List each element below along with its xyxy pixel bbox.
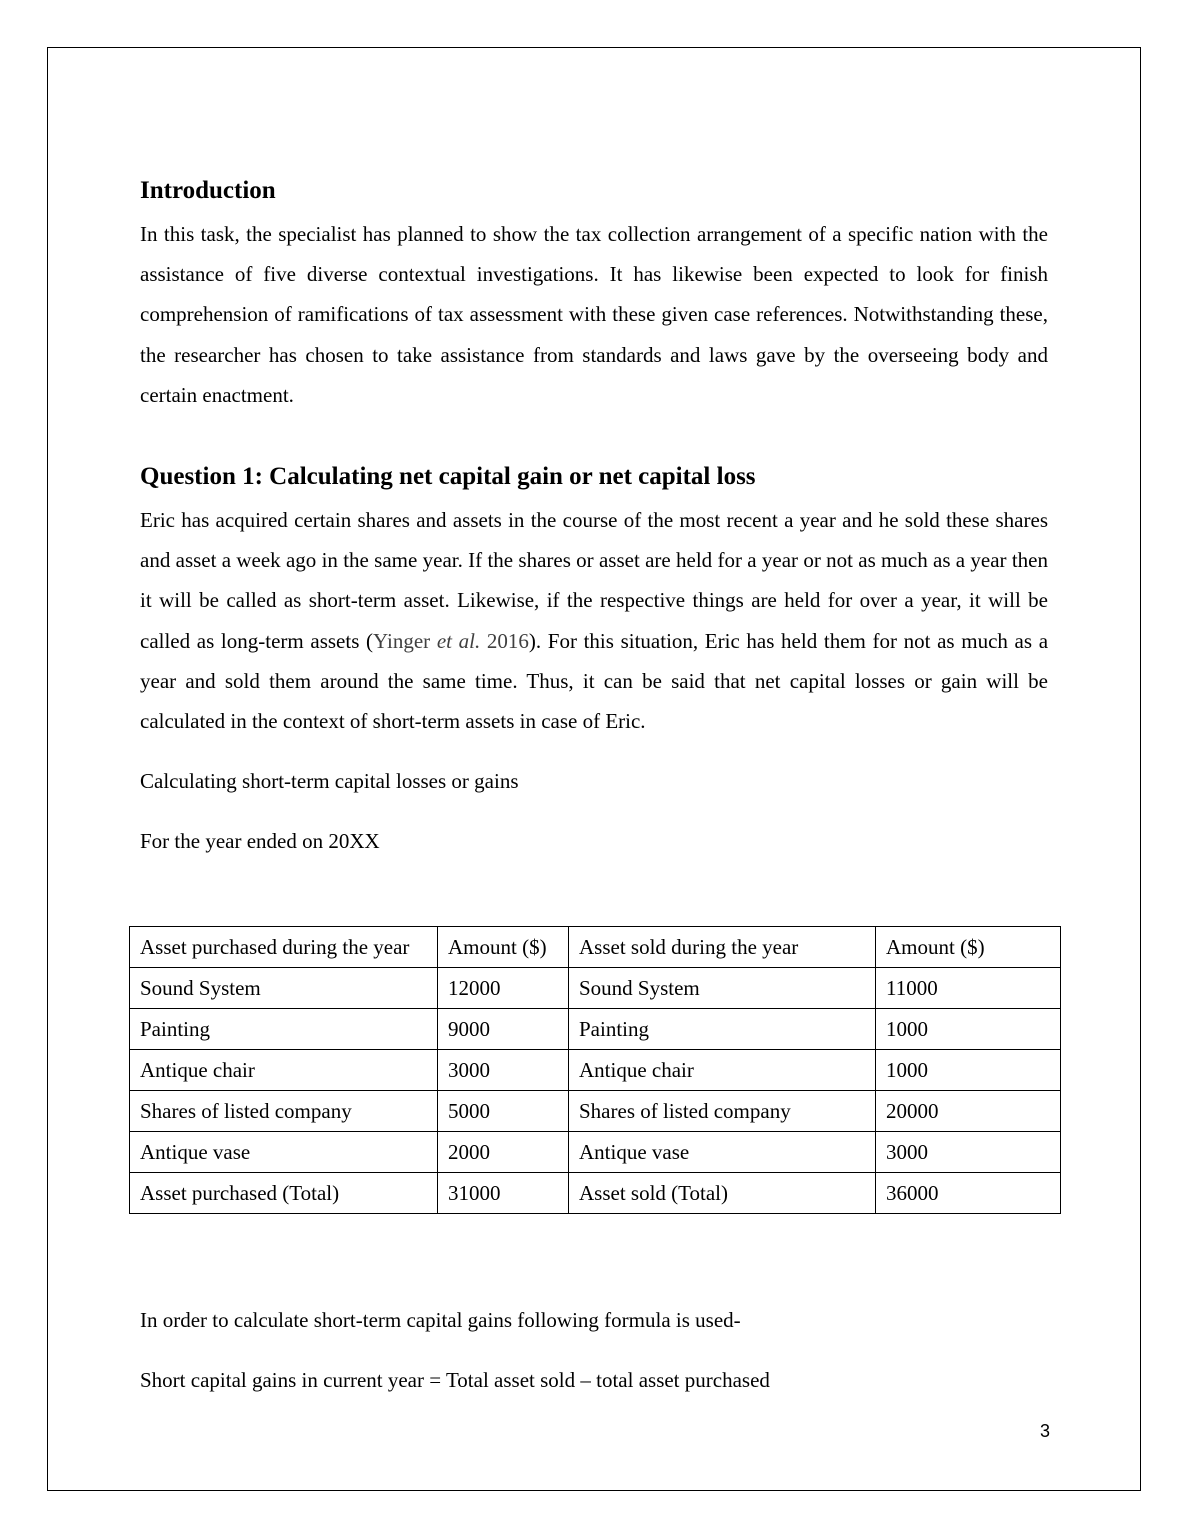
sold-asset-cell: Sound System [569, 968, 876, 1009]
question1-text-before-citation: Eric has acquired certain shares and assets in the course of the most recent a year and he sold these shares and asset a week ago in the same year. If the shares or asset are held for a year or not as much as a year then it will be called as short-term asset. Likewise, if the respective things are held for over a year, it will be called as long-term assets ( [140, 508, 1048, 653]
formula-line: Short capital gains in current year = Total asset sold – total asset purchased [140, 1368, 770, 1393]
sold-amount-cell: 3000 [876, 1132, 1061, 1173]
document-body [140, 170, 1049, 1393]
after-table-section [140, 1300, 1048, 1400]
table-row [130, 1009, 1061, 1050]
table-row [130, 1132, 1061, 1173]
introduction-paragraph: In this task, the specialist has planned to show the tax collection arrangement of a specific nation with the assistance of five diverse contextual investigations. It has likewise been expected to look for finish comprehension of ramifications of tax assessment with these given case references. Notwithstanding these, the researcher has chosen to take assistance from standards and laws gave by the overseeing body and certain enactment. [140, 222, 1048, 407]
purchased-asset-cell: Antique chair [130, 1050, 438, 1091]
introduction-heading: Introduction [140, 177, 276, 204]
purchased-amount-cell: 3000 [438, 1050, 569, 1091]
purchased-amount-cell: 2000 [438, 1132, 569, 1173]
sold-asset-cell: Painting [569, 1009, 876, 1050]
question1-text-after-citation: ). For this situation, Eric has held them for not as much as a year and sold them around the same time. Thus, it can be said that net capital losses or gain will be calculated in the context of short-term assets in case of Eric. [140, 628, 1049, 734]
table-header-row [130, 927, 1061, 968]
sold-amount-cell: 11000 [876, 968, 1061, 1009]
purchased-amount-cell: 12000 [438, 968, 569, 1009]
purchased-asset-cell: Antique vase [130, 1132, 438, 1173]
sold-asset-cell: Shares of listed company [569, 1091, 876, 1132]
header-amount-sold: Amount ($) [876, 927, 1061, 968]
purchased-amount-cell: 9000 [438, 1009, 569, 1050]
question1-paragraph [140, 500, 1048, 741]
table-row [130, 968, 1061, 1009]
citation-author: Yinger [373, 628, 437, 653]
citation-year: 2016 [480, 628, 529, 653]
purchased-asset-cell: Painting [130, 1009, 438, 1050]
year-ended-line: For the year ended on 20XX [140, 829, 380, 854]
sold-amount-cell: 1000 [876, 1009, 1061, 1050]
table-row [130, 1050, 1061, 1091]
purchased-amount-cell: 5000 [438, 1091, 569, 1132]
sold-amount-cell: 1000 [876, 1050, 1061, 1091]
purchased-total-amount: 31000 [438, 1173, 569, 1214]
header-asset-purchased: Asset purchased during the year [130, 927, 438, 968]
purchased-asset-cell: Shares of listed company [130, 1091, 438, 1132]
question1-heading: Question 1: Calculating net capital gain or net capital loss [140, 463, 756, 491]
sold-amount-cell: 20000 [876, 1091, 1061, 1132]
header-asset-sold: Asset sold during the year [569, 927, 876, 968]
sold-total-amount: 36000 [876, 1173, 1061, 1214]
citation-etal: et al. [436, 628, 481, 653]
asset-table [129, 926, 1061, 1214]
page-number: 3 [1040, 1421, 1051, 1441]
purchased-total-label: Asset purchased (Total) [130, 1173, 438, 1214]
sold-asset-cell: Antique vase [569, 1132, 876, 1173]
table-row [130, 1091, 1061, 1132]
table-total-row [130, 1173, 1061, 1214]
sold-total-label: Asset sold (Total) [569, 1173, 876, 1214]
purchased-asset-cell: Sound System [130, 968, 438, 1009]
header-amount-purchased: Amount ($) [438, 927, 569, 968]
formula-intro: In order to calculate short-term capital gains following formula is used- [140, 1308, 741, 1332]
sold-asset-cell: Antique chair [569, 1050, 876, 1091]
calculation-title: Calculating short-term capital losses or gains [140, 769, 519, 794]
